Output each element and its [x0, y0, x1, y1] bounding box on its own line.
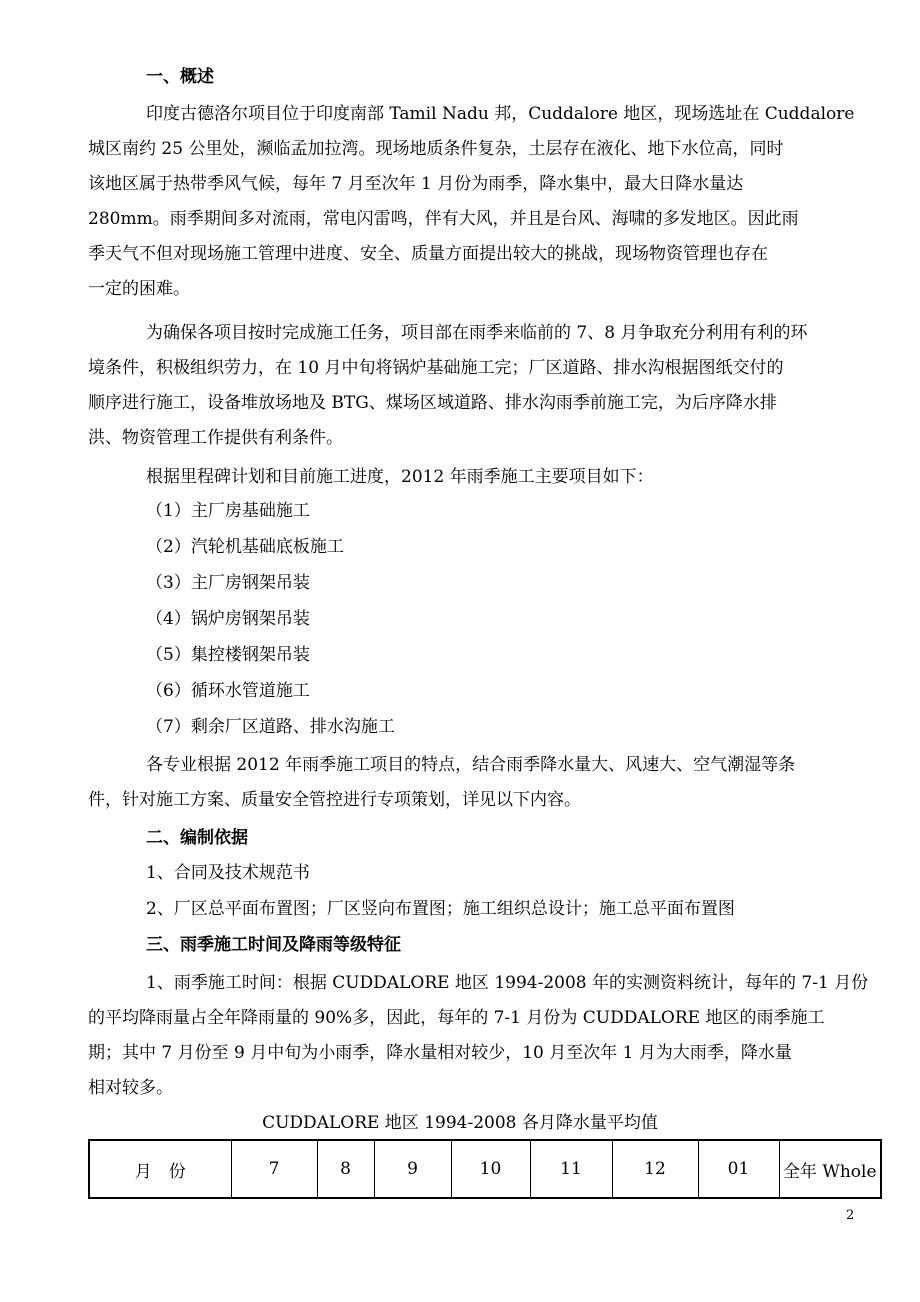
paragraph-1-line-2: 城区南约 25 公里处，濒临孟加拉湾。现场地质条件复杂，土层存在液化、地下水位高，同时	[88, 139, 784, 159]
paragraph-5-line-1: 1、雨季施工时间：根据 CUDDALORE 地区 1994-2008 年的实测资料统计，每年的 7-1 月份	[146, 973, 869, 993]
table-header-cell: 01	[698, 1140, 779, 1198]
paragraph-5-line-3: 期；其中 7 月份至 9 月中旬为小雨季，降水量相对较少，10 月至次年 1 月为大雨季，降水量	[88, 1043, 792, 1063]
list-item: （6）循环水管道施工	[146, 681, 310, 701]
paragraph-4-line-1: 各专业根据 2012 年雨季施工项目的特点，结合雨季降水量大、风速大、空气潮湿等条	[146, 755, 796, 775]
paragraph-2-line-2: 境条件，积极组织劳力，在 10 月中旬将锅炉基础施工完；厂区道路、排水沟根据图纸交付的	[88, 358, 784, 378]
table-header-cell: 月 份	[89, 1140, 231, 1198]
table-header-cell: 7	[231, 1140, 317, 1198]
page-number: 2	[846, 1208, 855, 1223]
table-header-cell: 9	[374, 1140, 451, 1198]
list-item: （4）锅炉房钢架吊装	[146, 609, 310, 629]
list-item: （5）集控楼钢架吊装	[146, 645, 310, 665]
rainfall-table	[88, 1139, 882, 1199]
section-1-heading: 一、概述	[146, 67, 214, 87]
table-header-cell: 全年 Whole	[779, 1140, 881, 1198]
list-item: （1）主厂房基础施工	[146, 501, 310, 521]
table-caption: CUDDALORE 地区 1994-2008 各月降水量平均值	[262, 1113, 658, 1133]
paragraph-1-line-6: 一定的困难。	[88, 279, 190, 299]
paragraph-2-line-3: 顺序进行施工，设备堆放场地及 BTG、煤场区域道路、排水沟雨季前施工完，为后序降水排	[88, 393, 777, 413]
paragraph-5-line-2: 的平均降雨量占全年降雨量的 90%多，因此，每年的 7-1 月份为 CUDDALORE 地区的雨季施工	[88, 1008, 825, 1028]
list-item: （3）主厂房钢架吊装	[146, 573, 310, 593]
paragraph-2-line-4: 洪、物资管理工作提供有利条件。	[88, 428, 343, 448]
basis-item: 2、厂区总平面布置图；厂区竖向布置图；施工组织总设计；施工总平面布置图	[146, 899, 735, 919]
paragraph-2-line-1: 为确保各项目按时完成施工任务，项目部在雨季来临前的 7、8 月争取充分利用有利的环	[146, 323, 808, 343]
table-header-cell: 12	[612, 1140, 698, 1198]
table-header-cell: 10	[451, 1140, 530, 1198]
list-item: （2）汽轮机基础底板施工	[146, 537, 344, 557]
basis-item: 1、合同及技术规范书	[146, 863, 310, 883]
paragraph-4-line-2: 件，针对施工方案、质量安全管控进行专项策划，详见以下内容。	[88, 790, 581, 810]
paragraph-1-line-4: 280mm。雨季期间多对流雨，常电闪雷鸣，伴有大风，并且是台风、海啸的多发地区。因此雨	[88, 209, 799, 229]
section-2-heading: 二、编制依据	[146, 828, 248, 848]
table-header-cell: 8	[317, 1140, 374, 1198]
section-3-heading: 三、雨季施工时间及降雨等级特征	[146, 935, 401, 955]
paragraph-1-line-1: 印度古德洛尔项目位于印度南部 Tamil Nadu 邦，Cuddalore 地区，现场选址在 Cuddalore	[146, 104, 855, 124]
paragraph-1-line-3: 该地区属于热带季风气候，每年 7 月至次年 1 月份为雨季，降水集中，最大日降水量达	[88, 174, 744, 194]
table-header-cell: 11	[530, 1140, 612, 1198]
paragraph-5-line-4: 相对较多。	[88, 1078, 173, 1098]
table-row	[89, 1140, 881, 1198]
list-item: （7）剩余厂区道路、排水沟施工	[146, 717, 395, 737]
paragraph-3: 根据里程碑计划和目前施工进度，2012 年雨季施工主要项目如下：	[146, 467, 654, 487]
paragraph-1-line-5: 季天气不但对现场施工管理中进度、安全、质量方面提出较大的挑战，现场物资管理也存在	[88, 244, 768, 264]
